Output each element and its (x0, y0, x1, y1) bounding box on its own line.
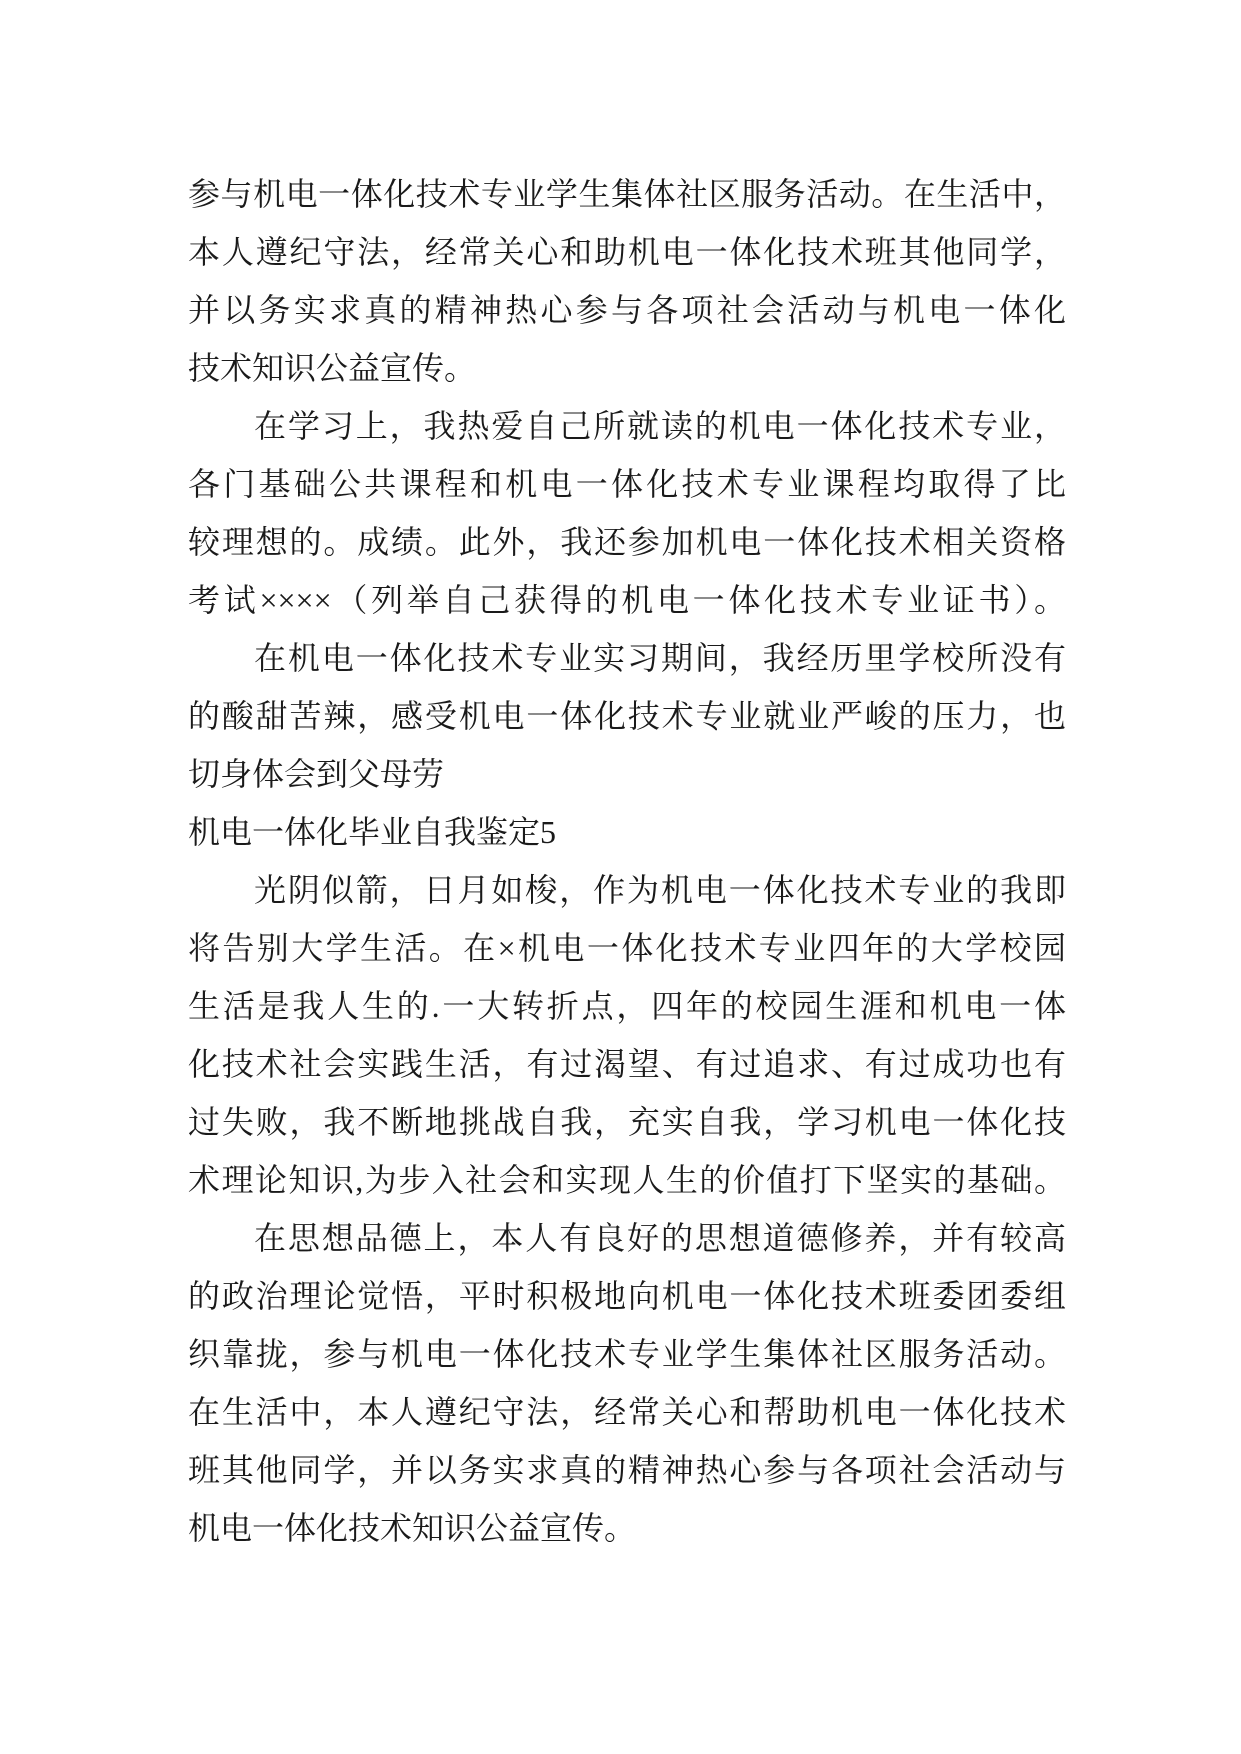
section-heading: 机电一体化毕业自我鉴定5 (188, 814, 557, 850)
text-line: 术理论知识,为步入社会和实现人生的价值打下坚实的基础。 (188, 1162, 1066, 1198)
text-line: 化技术社会实践生活，有过渴望、有过追求、有过成功也有 (188, 1046, 1066, 1082)
text-line: 在机电一体化技术专业实习期间，我经历里学校所没有 (254, 640, 1066, 676)
text-line: 技术知识公益宣传。 (188, 350, 477, 386)
document-body (188, 165, 1066, 1557)
text-line: 的酸甜苦辣，感受机电一体化技术专业就业严峻的压力，也 (188, 698, 1066, 734)
text-line: 班其他同学，并以务实求真的精神热心参与各项社会活动与 (188, 1452, 1066, 1488)
text-line: 生活是我人生的.一大转折点，四年的校园生涯和机电一体 (188, 988, 1066, 1024)
text-line: 各门基础公共课程和机电一体化技术专业课程均取得了比 (188, 466, 1066, 502)
text-line: 过失败，我不断地挑战自我，充实自我，学习机电一体化技 (188, 1104, 1066, 1140)
text-line: 切身体会到父母劳 (188, 756, 445, 792)
text-line: 机电一体化技术知识公益宣传。 (188, 1510, 637, 1546)
text-line: 本人遵纪守法，经常关心和助机电一体化技术班其他同学， (188, 234, 1066, 270)
text-line: 较理想的。成绩。此外，我还参加机电一体化技术相关资格 (188, 524, 1066, 560)
text-line: 考试××××（列举自己获得的机电一体化技术专业证书）。 (188, 582, 1066, 618)
text-line: 在思想品德上，本人有良好的思想道德修养，并有较高 (254, 1220, 1066, 1256)
text-line: 将告别大学生活。在×机电一体化技术专业四年的大学校园 (188, 930, 1066, 966)
text-line: 在学习上，我热爱自己所就读的机电一体化技术专业， (254, 408, 1066, 444)
text-line: 参与机电一体化技术专业学生集体社区服务活动。在生活中， (188, 176, 1066, 212)
text-line: 织靠拢，参与机电一体化技术专业学生集体社区服务活动。 (188, 1336, 1066, 1372)
text-line: 光阴似箭，日月如梭，作为机电一体化技术专业的我即 (254, 872, 1066, 908)
text-line: 在生活中，本人遵纪守法，经常关心和帮助机电一体化技术 (188, 1394, 1066, 1430)
text-line: 的政治理论觉悟，平时积极地向机电一体化技术班委团委组 (188, 1278, 1066, 1314)
text-line: 并以务实求真的精神热心参与各项社会活动与机电一体化 (188, 292, 1066, 328)
